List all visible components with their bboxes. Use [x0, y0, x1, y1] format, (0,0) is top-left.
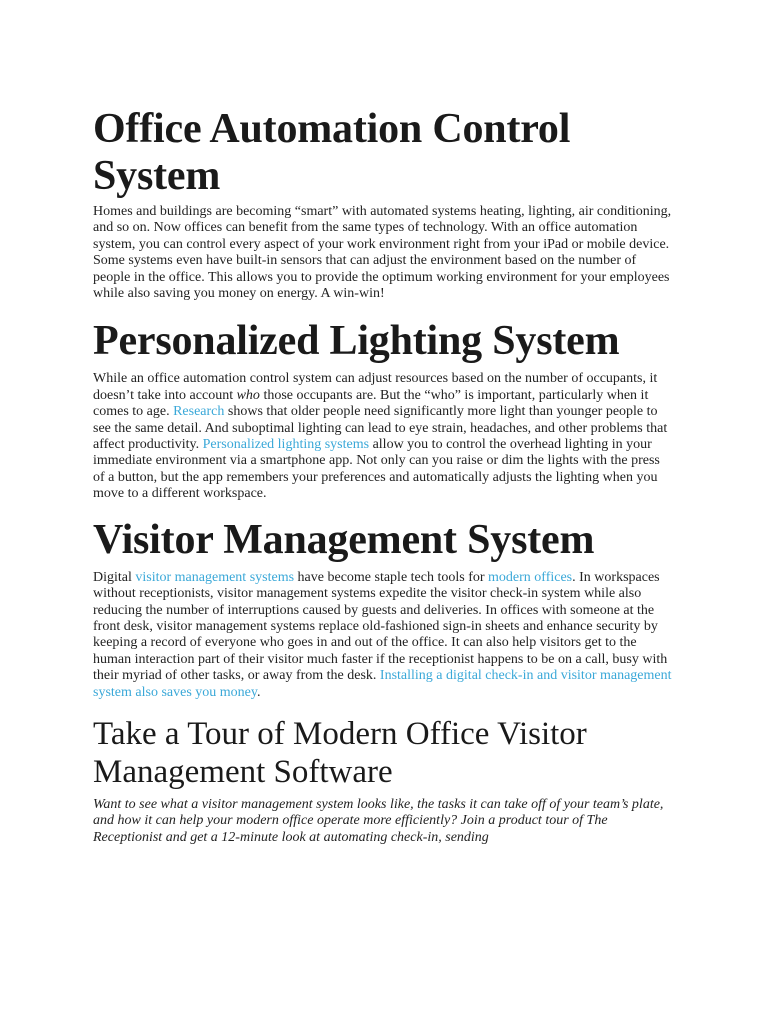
link-research[interactable]: Research	[173, 404, 225, 420]
text-segment: Digital	[93, 569, 136, 585]
text-segment: those occupants are. But the “who” is important, particularly when it comes to age.	[93, 387, 649, 420]
heading-take-a-tour: Take a Tour of Modern Office Visitor Management Software	[93, 715, 587, 790]
text-segment: have become staple tech tools for	[294, 569, 489, 585]
document-page	[93, 106, 673, 846]
paragraph-office-automation: Homes and buildings are becoming “smart” with automated systems heating, lighting, air conditioning, and so on. Now offices can benefit from the same types of technology. With an office automation system, you can control every aspect of your work environment right from your iPad or mobile device. Some systems even have built-in sensors that can adjust the environment based on the number of people in the office. This allows you to provide the optimum working environment for your employees while also saving you money on energy. A win-win!	[93, 204, 672, 302]
text-segment: allow you to control the overhead lighting in your immediate environment via a smartphone app. Not only can you raise or dim the lights with the press of a button, but the app remembers your preferences and automatically adjusts the lighting when you move to a different workspace.	[93, 437, 660, 502]
text-segment: shows that older people need significantly more light than younger people to see the same detail. And suboptimal lighting can lead to eye strain, headaches, and other problems that affect productivity.	[93, 404, 668, 453]
text-segment: While an office automation control system can adjust resources based on the number of occupants, it doesn’t take into account	[93, 371, 658, 403]
paragraph-visitor-management	[93, 570, 673, 701]
paragraph-personalized-lighting	[93, 371, 673, 502]
heading-office-automation: Office Automation Control System	[93, 106, 571, 199]
text-segment: . In workspaces without receptionists, visitor management systems expedite the visitor check-in system while also reducing the number of interruptions caused by guests and deliveries. In offices with someone at the front desk, visitor management systems replace old-fashioned sign-in sheets and enhance security by keeping a record of everyone who goes in and out of the office. It can also help visitors get to the human interaction part of their visitor much faster if the receptionist happens to be on a call, busy with their myriad of other tasks, or away from the desk.	[93, 569, 668, 684]
link-personalized-lighting-systems[interactable]: Personalized lighting systems	[202, 437, 370, 453]
text-segment: .	[256, 684, 261, 700]
emphasis-who: who	[236, 387, 260, 403]
link-visitor-management-systems[interactable]: visitor management systems	[135, 569, 295, 585]
heading-personalized-lighting: Personalized Lighting System	[93, 318, 620, 365]
heading-visitor-management: Visitor Management System	[93, 516, 595, 563]
link-installing-visitor-management[interactable]: Installing a digital check-in and visitor management system also saves you money	[93, 668, 672, 700]
paragraph-take-a-tour: Want to see what a visitor management system looks like, the tasks it can take off of your team’s plate, and how it can help your modern office operate more efficiently? Join a product tour of The Receptionist and get a 12-minute look at automating check-in, sending	[93, 796, 664, 845]
link-modern-offices[interactable]: modern offices	[488, 569, 573, 585]
